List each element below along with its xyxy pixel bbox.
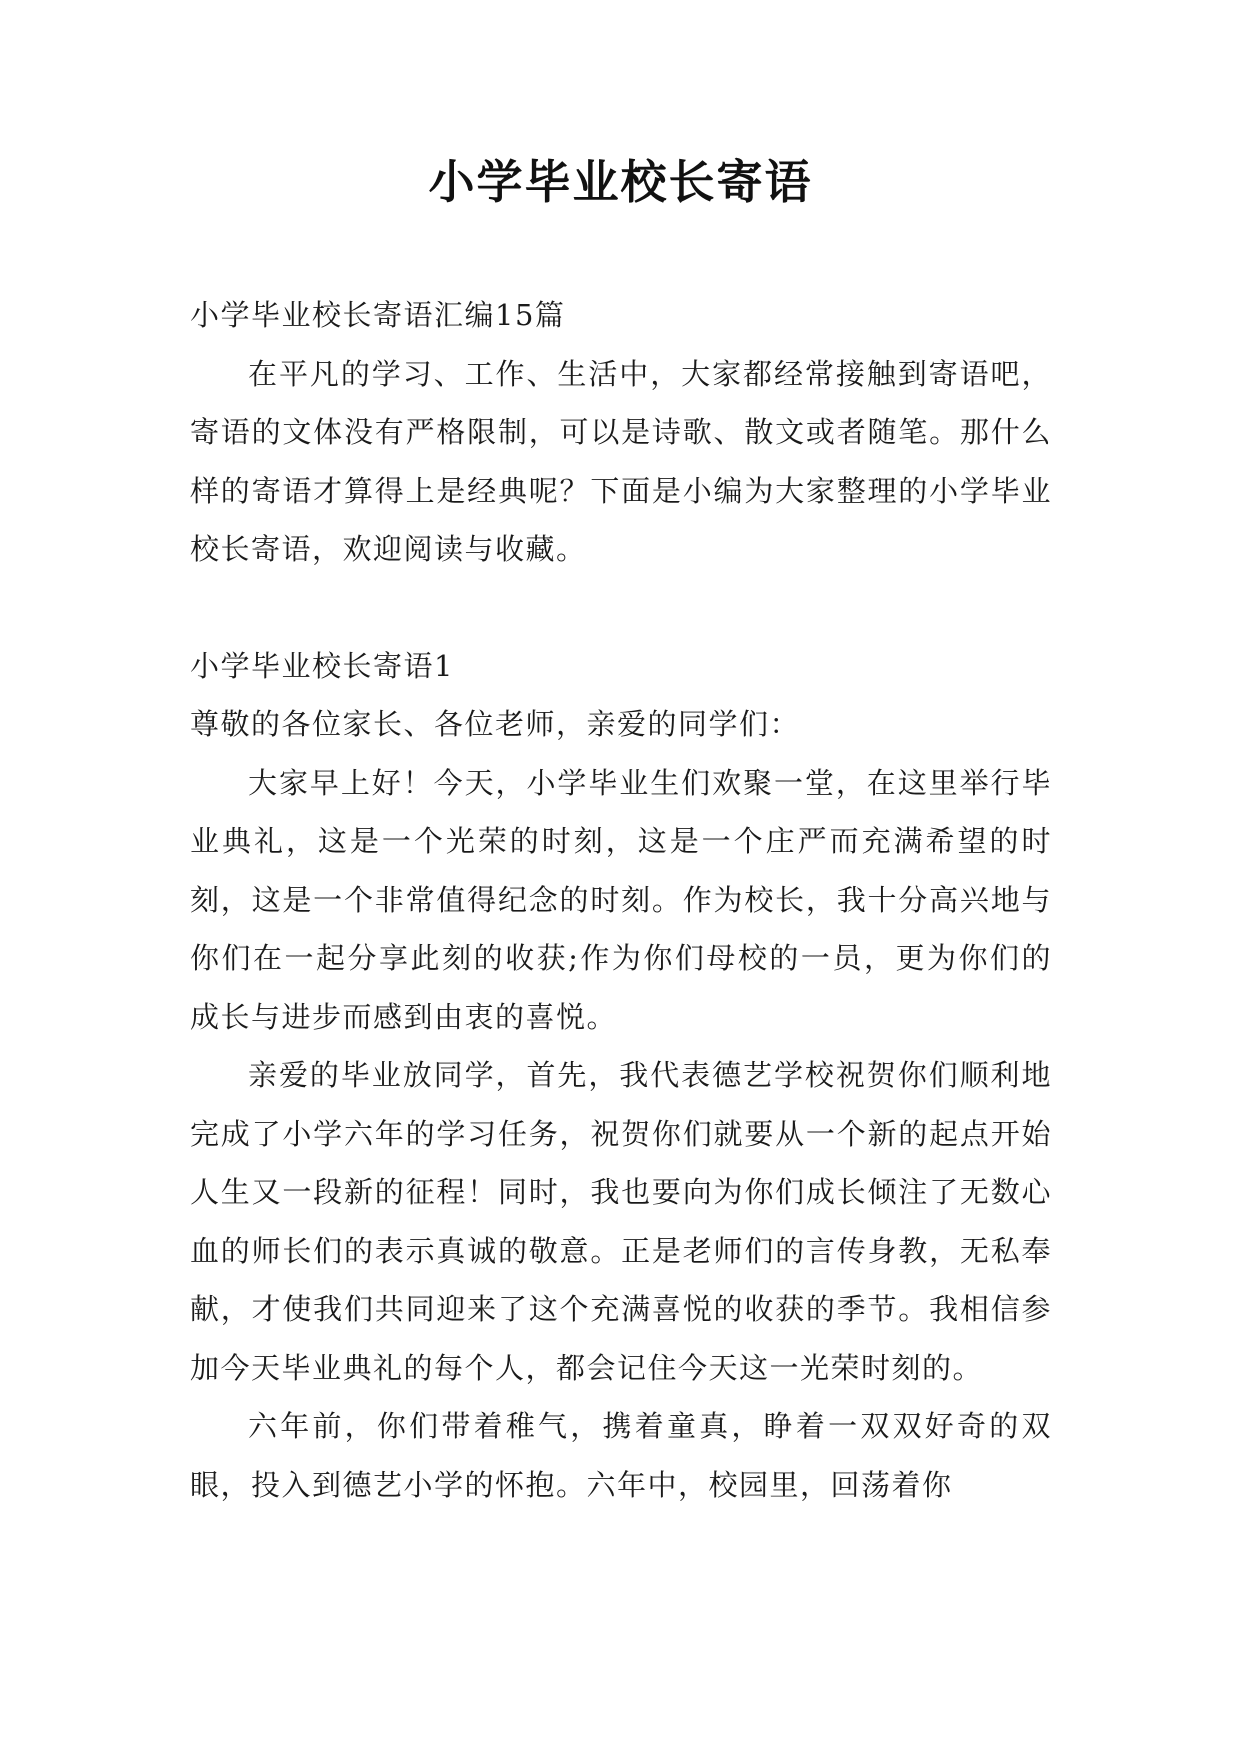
section-heading: 小学毕业校长寄语1	[190, 648, 454, 683]
document-subtitle: 小学毕业校长寄语汇编15篇	[190, 298, 566, 332]
document-title: 小学毕业校长寄语	[428, 155, 813, 209]
intro-paragraph: 在平凡的学习、工作、生活中，大家都经常接触到寄语吧，寄语的文体没有严格限制，可以是诗歌、散文或者随笔。那什么样的寄语才算得上是经典呢？下面是小编为大家整理的小学毕业校长寄语，欢迎阅读与收藏。	[190, 356, 1052, 566]
body-paragraph: 亲爱的毕业放同学，首先，我代表德艺学校祝贺你们顺利地完成了小学六年的学习任务，祝贺你们就要从一个新的起点开始人生又一段新的征程！同时，我也要向为你们成长倾注了无数心血的师长们的表示真诚的敬意。正是老师们的言传身教，无私奉献，才使我们共同迎来了这个充满喜悦的收获的季节。我相信参加今天毕业典礼的每个人，都会记住今天这一光荣时刻的。	[190, 1058, 1052, 1385]
salutation: 尊敬的各位家长、各位老师，亲爱的同学们：	[190, 707, 801, 741]
body-paragraph: 大家早上好！今天，小学毕业生们欢聚一堂，在这里举行毕业典礼，这是一个光荣的时刻，这是一个庄严而充满希望的时刻，这是一个非常值得纪念的时刻。作为校长，我十分高兴地与你们在一起分享此刻的收获;作为你们母校的一员，更为你们的成长与进步而感到由衷的喜悦。	[190, 765, 1052, 1034]
body-paragraph: 六年前，你们带着稚气，携着童真，睁着一双双好奇的双眼，投入到德艺小学的怀抱。六年中，校园里，回荡着你	[190, 1409, 1052, 1502]
document-body	[190, 286, 1052, 1514]
